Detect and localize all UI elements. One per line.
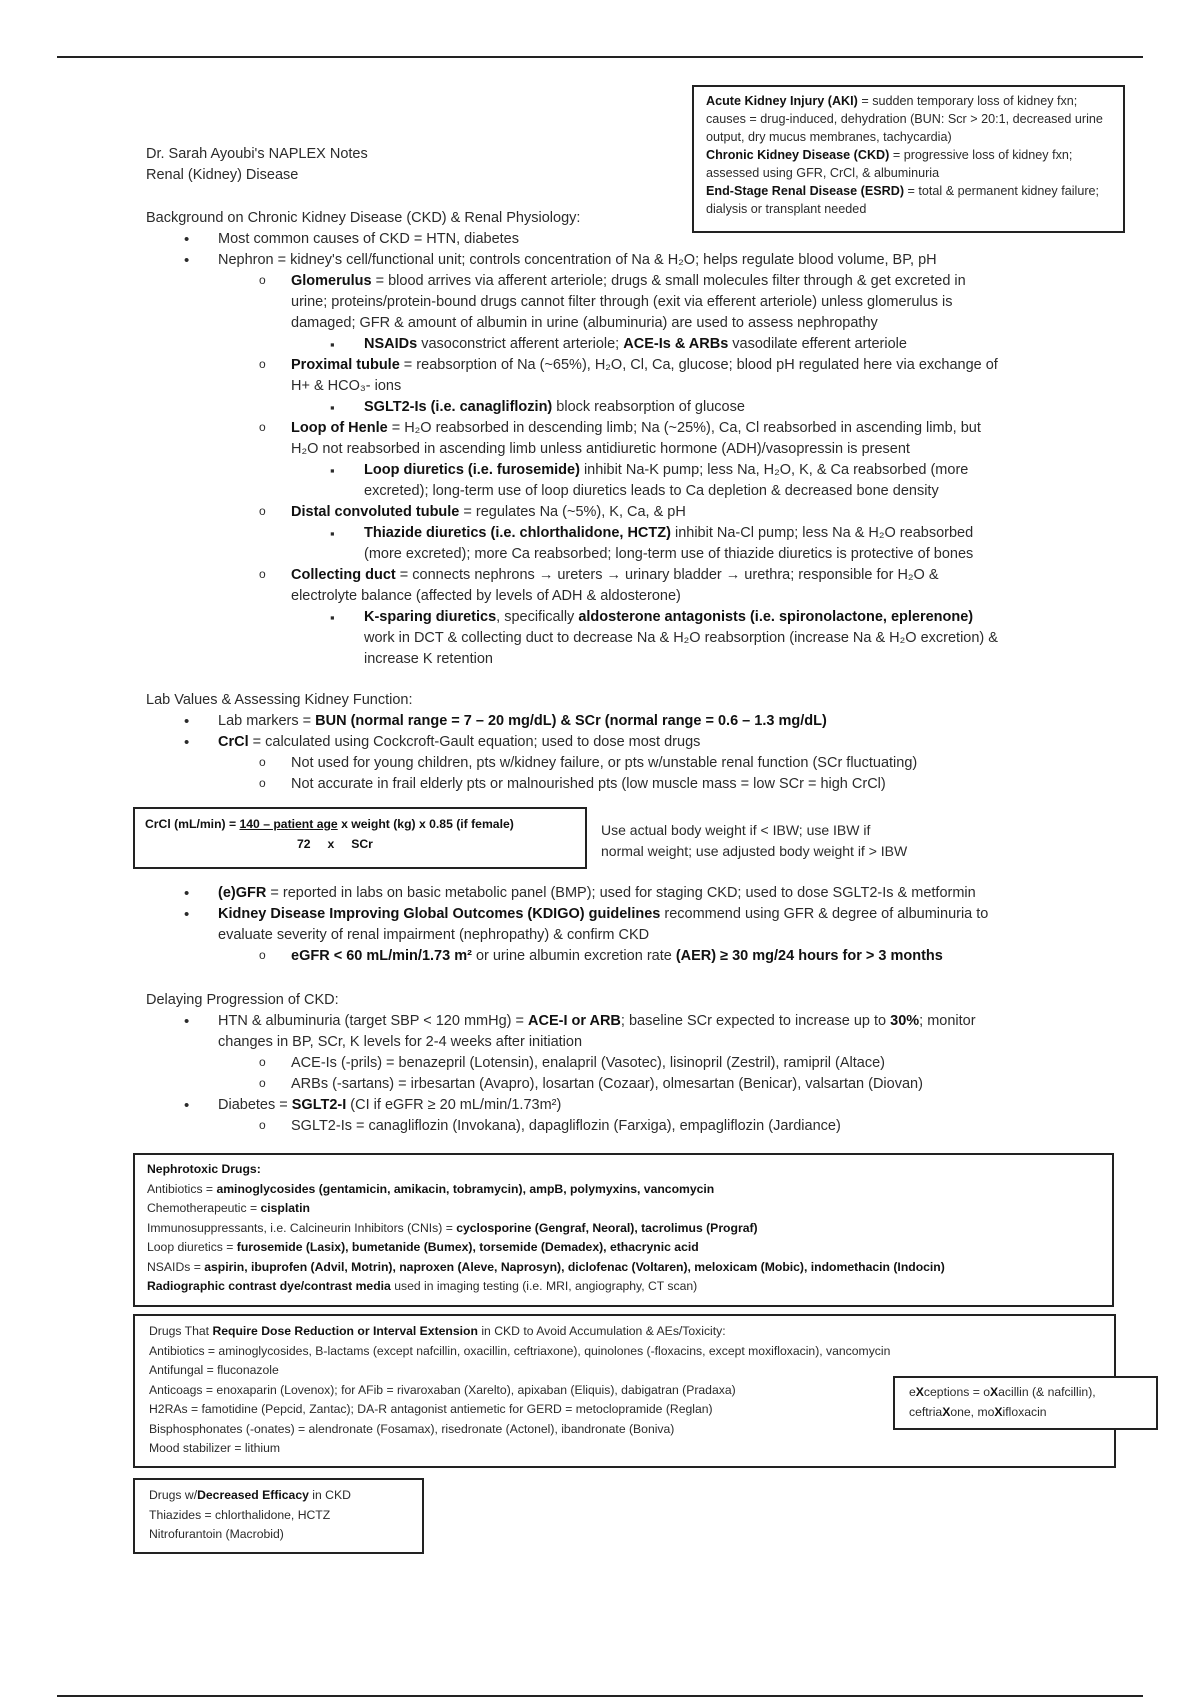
exceptions-line-2 xyxy=(909,1403,1142,1423)
background-heading: Background on Chronic Kidney Disease (CKD) & Renal Physiology: xyxy=(146,210,581,226)
nephrotoxic-row-label: Chemotherapeutic = xyxy=(147,1201,261,1215)
nephrotoxic-row-drugs: furosemide (Lasix), bumetanide (Bumex), torsemide (Demadex), ethacrynic acid xyxy=(236,1240,699,1254)
bottom-divider xyxy=(57,1695,1143,1697)
dose-title-pre: Drugs That xyxy=(149,1324,213,1338)
exc-part: ifloxacin xyxy=(1002,1404,1047,1419)
lab-markers-ranges: BUN (normal range = 7 – 20 mg/dL) & SCr (normal range = 0.6 – 1.3 mg/dL) xyxy=(315,713,827,729)
crcl-subitem-2-text: Not accurate in frail elderly pts or malnourished pts (low muscle mass = low SCr = high CrCl) xyxy=(291,776,886,792)
contrast-row xyxy=(147,1277,1100,1297)
dose-title-post: in CKD to Avoid Accumulation & AEs/Toxicity: xyxy=(477,1324,726,1338)
page-title xyxy=(146,144,368,186)
k-sparing-line-3: increase K retention xyxy=(364,651,493,667)
acei-list-item xyxy=(291,1053,976,1074)
nephrotoxic-row-drugs: cisplatin xyxy=(260,1201,310,1215)
thiazide-line-1: inhibit Na-Cl pump; less Na & H₂O reabsorbed xyxy=(670,525,974,541)
nsaids-term: NSAIDs xyxy=(364,336,418,352)
formula-denominator: 72 x SCr xyxy=(297,836,373,851)
k-sparing-term: K-sparing diuretics xyxy=(364,609,497,625)
nephron-item xyxy=(218,250,998,271)
top-divider xyxy=(57,56,1143,58)
kdigo-aer-criterion: (AER) ≥ 30 mg/24 hours for > 3 months xyxy=(675,948,943,964)
aki-term: Acute Kidney Injury (AKI) xyxy=(706,94,858,108)
diabetes-post: (CI if eGFR ≥ 20 mL/min/1.73m²) xyxy=(346,1097,562,1113)
lab-markers-item xyxy=(218,711,917,732)
diabetes-sglt2: SGLT2-I xyxy=(291,1097,347,1113)
aldosterone-antagonists-term: aldosterone antagonists (i.e. spironolactone, eplerenone) xyxy=(578,609,974,625)
weight-note-line-2: normal weight; use adjusted body weight if > IBW xyxy=(601,843,908,859)
de-title-pre: Drugs w/ xyxy=(149,1488,198,1502)
sglt2-term: SGLT2-Is (i.e. canagliflozin) xyxy=(364,399,553,415)
loop-diuretics-line-2: excreted); long-term use of loop diuretics leads to Ca depletion & decreased bone density xyxy=(364,483,939,499)
exc-part: e xyxy=(909,1385,916,1399)
exceptions-line-1 xyxy=(909,1383,1142,1403)
sglt2-list-item xyxy=(291,1116,976,1137)
proximal-tubule-line-1: = reabsorption of Na (~65%), H₂O, Cl, Ca, glucose; blood pH regulated here via exchange of xyxy=(399,357,998,373)
decreased-efficacy-box xyxy=(133,1478,424,1554)
collecting-duct-line-1: = connects nephrons → ureters → urinary bladder → urethra; responsible for H₂O & xyxy=(395,567,939,583)
weight-note xyxy=(601,820,907,862)
htn-line-1-post: ; baseline SCr expected to increase up to xyxy=(620,1013,891,1029)
k-sparing-mid: , specifically xyxy=(496,609,579,625)
formula-lhs: CrCl (mL/min) = xyxy=(145,817,240,831)
nephrotoxic-box xyxy=(133,1153,1114,1307)
exc-x: X xyxy=(915,1385,924,1399)
loop-diuretics-line-1: inhibit Na-K pump; less Na, H₂O, K, & Ca reabsorbed (more xyxy=(579,462,969,478)
egfr-item xyxy=(218,883,988,904)
formula-multiplier: x weight (kg) x 0.85 (if female) xyxy=(337,817,514,831)
nephrotoxic-row-label: Loop diuretics = xyxy=(147,1240,237,1254)
htn-line-1-end: ; monitor xyxy=(919,1013,976,1029)
kdigo-egfr-criterion: eGFR < 60 mL/min/1.73 m² xyxy=(291,948,472,964)
acei-term: ACE-Is & ARBs xyxy=(623,336,729,352)
nephron-text: Nephron = kidney's cell/functional unit; controls concentration of Na & H₂O; helps regulate blood volume, BP, pH xyxy=(218,252,937,268)
sglt2-item xyxy=(364,397,998,418)
thiazide-term: Thiazide diuretics (i.e. chlorthalidone, HCTZ) xyxy=(364,525,671,541)
collecting-duct-term: Collecting duct xyxy=(291,567,396,583)
k-sparing-item xyxy=(364,607,998,670)
dose-line: Bisphosphonates (-onates) = alendronate (Fosamax), risedronate (Actonel), ibandronate (Boniva) xyxy=(149,1421,675,1436)
kdigo-criteria-mid: or urine albumin excretion rate xyxy=(471,948,676,964)
dose-reduction-title xyxy=(149,1322,1100,1342)
nephrotoxic-row-drugs: cyclosporine (Gengraf, Neoral), tacrolimus (Prograf) xyxy=(456,1220,758,1235)
loop-of-henle-line-2: H₂O not reabsorbed in ascending limb unless antidiuretic hormone (ADH)/vasopressin is present xyxy=(291,441,910,457)
ckd-definition: = progressive loss of kidney fxn; assessed using GFR, CrCl, & albuminuria xyxy=(706,148,1073,180)
crcl-subitem-1-text: Not used for young children, pts w/kidney failure, or pts w/unstable renal function (SCr fluctuating) xyxy=(291,755,918,771)
formula-numerator: 140 – patient age xyxy=(239,817,338,831)
htn-line-1-pre: HTN & albuminuria (target SBP < 120 mmHg) = xyxy=(218,1013,528,1029)
loop-of-henle-item xyxy=(291,418,998,460)
lab-values-heading: Lab Values & Assessing Kidney Function: xyxy=(146,692,413,708)
kdigo-item xyxy=(218,904,988,946)
kdigo-line-2: evaluate severity of renal impairment (nephropathy) & confirm CKD xyxy=(218,927,650,943)
egfr-term: (e)GFR xyxy=(218,885,267,901)
exc-part: one, mo xyxy=(950,1404,995,1419)
kdigo-criteria-item xyxy=(291,946,988,967)
glomerulus-line-3: damaged; GFR & amount of albumin in urine (albuminuria) are used to assess nephropathy xyxy=(291,315,878,331)
sglt2-text: block reabsorption of glucose xyxy=(552,399,745,415)
k-sparing-line-2: work in DCT & collecting duct to decrease Na & H₂O reabsorption (increase Na & H₂O excretion) & xyxy=(364,630,998,646)
background-section xyxy=(146,208,998,670)
crcl-subitem-2 xyxy=(291,774,917,795)
nephrotoxic-row-drugs: aspirin, ibuprofen (Advil, Motrin), naproxen (Aleve, Naprosyn), diclofenac (Voltaren), meloxicam (Mobic), indomethacin (Indocin) xyxy=(204,1259,945,1274)
sglt2-list: SGLT2-Is = canagliflozin (Invokana), dapagliflozin (Farxiga), empagliflozin (Jardiance) xyxy=(291,1118,841,1134)
exc-part: acillin (& nafcillin), xyxy=(998,1385,1096,1399)
de-line: Nitrofurantoin (Macrobid) xyxy=(149,1527,284,1541)
aki-definition: = sudden temporary loss of kidney fxn; causes = drug-induced, dehydration (BUN: Scr > 20:1, decreased urine output, dry mucus membranes, tachycardia) xyxy=(706,94,1103,144)
glomerulus-line-1: = blood arrives via afferent arteriole; drugs & small molecules filter through & get excreted in xyxy=(371,273,966,289)
crcl-formula-box xyxy=(133,807,587,869)
esrd-definition: = total & permanent kidney failure; dialysis or transplant needed xyxy=(706,184,1100,216)
crcl-subitem-1 xyxy=(291,753,917,774)
proximal-tubule-line-2: H+ & HCO₃- ions xyxy=(291,378,402,394)
exc-x: X xyxy=(942,1404,951,1419)
dose-line: Antibiotics = aminoglycosides, B-lactams (except nafcillin, oxacillin, ceftriaxone), quinolones (-floxacins, except moxifloxacin), vancomycin xyxy=(149,1343,891,1358)
nephrotoxic-row xyxy=(147,1219,1100,1239)
exc-part: ceftria xyxy=(909,1404,943,1419)
de-line: Thiazides = chlorthalidone, HCTZ xyxy=(149,1507,331,1522)
dose-line: Mood stabilizer = lithium xyxy=(149,1441,281,1455)
nephrotoxic-row xyxy=(147,1199,1100,1219)
dose-line: Anticoags = enoxaparin (Lovenox); for AFib = rivaroxaban (Xarelto), apixaban (Eliquis), dabigatran (Pradaxa) xyxy=(149,1382,736,1397)
nephrotoxic-row xyxy=(147,1180,1100,1200)
arbs-list-item xyxy=(291,1074,976,1095)
nephrotoxic-row-label: NSAIDs = xyxy=(147,1259,205,1274)
htn-item xyxy=(218,1011,976,1053)
delaying-section xyxy=(146,990,976,1137)
dct-term: Distal convoluted tubule xyxy=(291,504,460,520)
thiazide-item xyxy=(364,523,998,565)
kdigo-term: Kidney Disease Improving Global Outcomes (KDIGO) guidelines xyxy=(218,906,661,922)
collecting-duct-item xyxy=(291,565,998,607)
htn-line-2: changes in BP, SCr, K levels for 2-4 weeks after initiation xyxy=(218,1034,583,1050)
glomerulus-term: Glomerulus xyxy=(291,273,372,289)
notes-title: Dr. Sarah Ayoubi's NAPLEX Notes xyxy=(146,146,368,162)
exc-x: X xyxy=(989,1385,999,1399)
acei-text: vasodilate efferent arteriole xyxy=(728,336,907,352)
exceptions-box xyxy=(893,1376,1158,1430)
notes-subtitle: Renal (Kidney) Disease xyxy=(146,167,299,183)
dct-item xyxy=(291,502,998,523)
kdigo-line-1: recommend using GFR & degree of albuminuria to xyxy=(660,906,989,922)
egfr-section xyxy=(218,883,988,967)
ckd-term: Chronic Kidney Disease (CKD) xyxy=(706,148,890,162)
acei-list: ACE-Is (-prils) = benazepril (Lotensin), enalapril (Vasotec), lisinopril (Zestril), ramipril (Altace) xyxy=(291,1055,885,1071)
nsaids-text: vasoconstrict afferent arteriole; xyxy=(417,336,624,352)
causes-item xyxy=(218,229,998,250)
delaying-heading: Delaying Progression of CKD: xyxy=(146,992,339,1008)
esrd-term: End-Stage Renal Disease (ESRD) xyxy=(706,184,905,198)
crcl-text: = calculated using Cockcroft-Gault equation; used to dose most drugs xyxy=(248,734,701,750)
htn-ace-arb: ACE-I or ARB xyxy=(528,1013,621,1029)
dose-line: Antifungal = fluconazole xyxy=(149,1363,279,1377)
nephrotoxic-row xyxy=(147,1238,1100,1258)
contrast-term: Radiographic contrast dye/contrast media xyxy=(147,1279,391,1293)
nsaids-item xyxy=(364,334,998,355)
exc-part: ceptions = o xyxy=(923,1385,990,1399)
nephrotoxic-row-label: Immunosuppressants, i.e. Calcineurin Inhibitors (CNIs) = xyxy=(147,1220,457,1235)
egfr-text: = reported in labs on basic metabolic panel (BMP); used for staging CKD; used to dose SGLT2-Is & metformin xyxy=(266,885,976,901)
crcl-term: CrCl xyxy=(218,734,249,750)
proximal-tubule-item xyxy=(291,355,998,397)
proximal-tubule-term: Proximal tubule xyxy=(291,357,400,373)
de-title-bold: Decreased Efficacy xyxy=(197,1488,309,1502)
nephrotoxic-title: Nephrotoxic Drugs: xyxy=(147,1162,261,1176)
dose-line: H2RAs = famotidine (Pepcid, Zantac); DA-R antagonist antiemetic for GERD = metoclopramide (Reglan) xyxy=(149,1402,713,1416)
de-title-post: in CKD xyxy=(308,1488,351,1502)
dose-title-bold: Require Dose Reduction or Interval Extension xyxy=(212,1324,478,1338)
crcl-item xyxy=(218,732,917,753)
dct-text: = regulates Na (~5%), K, Ca, & pH xyxy=(459,504,686,520)
nephrotoxic-row-label: Antibiotics = xyxy=(147,1181,217,1196)
loop-of-henle-term: Loop of Henle xyxy=(291,420,388,436)
thiazide-line-2: (more excreted); more Ca reabsorbed; long-term use of thiazide diuretics is protective of bones xyxy=(364,546,974,562)
contrast-text: used in imaging testing (i.e. MRI, angiography, CT scan) xyxy=(390,1279,698,1293)
exc-x: X xyxy=(994,1404,1003,1419)
loop-diuretics-term: Loop diuretics (i.e. furosemide) xyxy=(364,462,580,478)
nephrotoxic-row xyxy=(147,1258,1100,1278)
lab-values-section xyxy=(146,690,917,795)
arbs-list: ARBs (-sartans) = irbesartan (Avapro), losartan (Cozaar), olmesartan (Benicar), valsartan (Diovan) xyxy=(291,1076,923,1092)
diabetes-pre: Diabetes = xyxy=(218,1097,292,1113)
htn-scr-percent: 30% xyxy=(890,1013,920,1029)
decreased-efficacy-title xyxy=(149,1486,408,1506)
nephrotoxic-row-drugs: aminoglycosides (gentamicin, amikacin, tobramycin), ampB, polymyxins, vancomycin xyxy=(216,1181,715,1196)
loop-of-henle-line-1: = H₂O reabsorbed in descending limb; Na (~25%), Ca, Cl reabsorbed in ascending limb, but xyxy=(387,420,981,436)
diabetes-item xyxy=(218,1095,976,1116)
glomerulus-line-2: urine; proteins/protein-bound drugs cannot filter through (exit via efferent arteriole) unless glomerulus is xyxy=(291,294,953,310)
causes-text: Most common causes of CKD = HTN, diabetes xyxy=(218,231,519,247)
lab-markers-prefix: Lab markers = xyxy=(218,713,316,729)
collecting-duct-line-2: electrolyte balance (affected by levels of ADH & aldosterone) xyxy=(291,588,681,604)
loop-diuretics-item xyxy=(364,460,998,502)
glomerulus-item xyxy=(291,271,998,334)
weight-note-line-1: Use actual body weight if < IBW; use IBW if xyxy=(601,822,871,838)
